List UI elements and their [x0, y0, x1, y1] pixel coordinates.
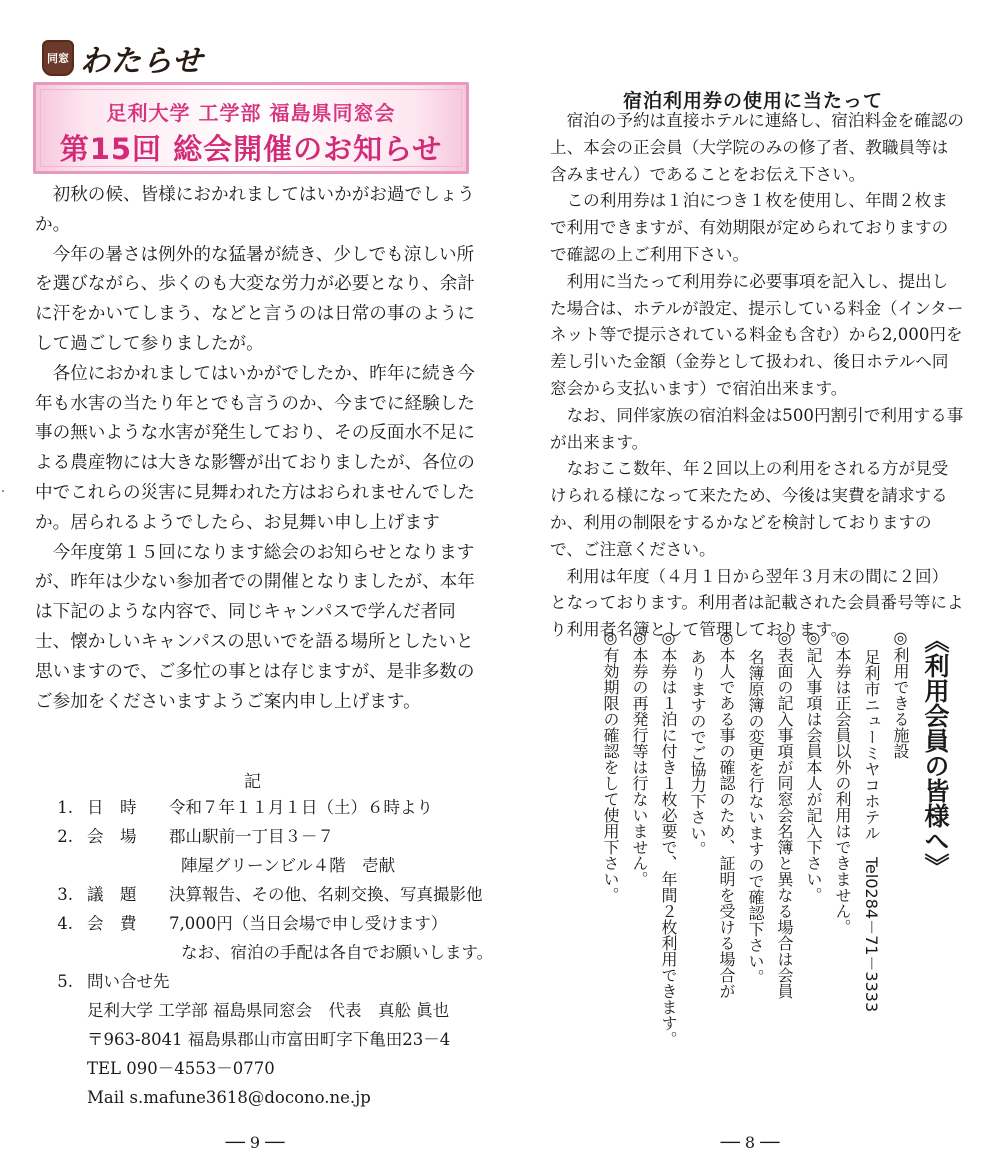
page-number-left: ── 9 ── — [225, 1133, 285, 1152]
detail-contact — [35, 967, 485, 996]
page-number-right: ── 8 ── — [720, 1133, 780, 1152]
notice-line: ありますのでご協力下さい。 — [688, 648, 707, 857]
paragraph: この利用券は１泊につき１枚を使用し、年間２枚まで利用できますが、有効期限が定められておりますので確認の上ご利用下さい。 — [550, 191, 949, 264]
notice-line: ◎利用できる施設 — [891, 628, 910, 759]
ki-heading: 記 — [244, 772, 261, 792]
banner-line1: 足利大学 工学部 福島県同窓会 — [106, 101, 396, 125]
item-value: 令和７年１１月１日（土）６時より — [169, 798, 433, 817]
paragraph: 各位におかれましてはいかがでしたか、昨年に続き今年も水害の当たり年とでも言うのか、今までに経験した事の無いような水害が発生しており、その反面水不足による農産物には大きな影響が出ておりましたが、各位の中でこれらの災害に見舞われた方はおられませんでしたか。居られるようでしたら、お見舞い申し上げます — [35, 363, 475, 533]
paragraph: 利用は年度（４月１日から翌年３月末の間に２回）となっております。利用者は記載された会員番号等により利用者名簿として管理しております。 — [550, 566, 964, 640]
notice-line: 足利市ニューミヤコホテル Tel0284－71－3333 — [862, 648, 881, 1012]
paragraph: 利用に当たって利用券に必要事項を記入し、提出した場合は、ホテルが設定、提示している料金（インターネット等で提示されている料金も含む）から2,000円を差し引いた金額（金券として扱われ、後日ホテルへ同窓会から支払います）で宿泊出来ます。 — [550, 271, 964, 398]
item-number: 3. — [57, 885, 73, 904]
item-number: 4. — [57, 914, 73, 933]
item-label: 会 費 — [87, 914, 137, 933]
paragraph: 今年の暑さは例外的な猛暑が続き、少しでも涼しい所を選びながら、歩くのも大変な労力が必要となり、余計に汗をかいてしまう、などと言うのは日常の事のようにして過ごして参りましたが。 — [35, 244, 475, 354]
item-value: 7,000円（当日会場で申し受けます） — [169, 914, 448, 933]
notice-line: ◎本人である事の確認のため、証明を受ける場合が — [717, 628, 736, 999]
item-label: 会 場 — [87, 827, 137, 846]
contact-tel: TEL 090－4553－0770 — [87, 1059, 275, 1078]
notice-line: ◎有効期限の確認をして使用下さい。 — [601, 628, 620, 903]
item-number: 1. — [57, 798, 73, 817]
paragraph: 初秋の候、皆様におかれましてはいかがお過でしょうか。 — [35, 185, 475, 235]
detail-venue — [35, 822, 485, 851]
logo — [42, 40, 204, 79]
venue-line2: 陣屋グリーンビル４階 壱献 — [181, 856, 396, 875]
left-body — [35, 181, 475, 717]
logo-badge: 同窓 — [42, 40, 74, 76]
notice-line: ◎記入事項は会員本人が記入下さい。 — [804, 628, 823, 903]
contact-line: 足利大学 工学部 福島県同窓会 代表 真舩 眞也 — [87, 1001, 450, 1020]
item-number: 5. — [57, 972, 73, 991]
item-label: 日 時 — [87, 798, 137, 817]
event-details — [35, 793, 494, 1112]
detail-date — [35, 793, 485, 822]
logo-text: わたらせ — [80, 44, 204, 79]
member-notice — [545, 628, 955, 1098]
contact-address: 〒963-8041 福島県郡山市富田町字下亀田23－4 — [87, 1030, 451, 1049]
paragraph: なお、同伴家族の宿泊料金は500円割引で利用する事が出来ます。 — [550, 405, 964, 452]
item-value: 決算報告、その他、名刺交換、写真撮影他 — [169, 885, 483, 904]
banner-line2: 第15回 総会開催のお知らせ — [59, 132, 443, 166]
paragraph: なおここ数年、年２回以上の利用をされる方が見受けられる様になって来たため、今後は実費を請求するか、利用の制限をするかなどを検討しておりますので、ご注意ください。 — [550, 459, 949, 559]
notice-line: 名簿原簿の変更を行ないますので確認下さい。 — [746, 648, 765, 985]
item-value: 郡山駅前一丁目３－７ — [169, 827, 334, 846]
right-body — [550, 108, 964, 644]
detail-agenda — [35, 880, 485, 909]
notice-line: ◎本券の再発行等は行ないません。 — [630, 628, 649, 887]
notice-line: ◎表面の記入事項が同窓会名簿と異なる場合は会員 — [775, 628, 794, 999]
right-title: 宿泊利用券の使用に当たって — [622, 90, 883, 112]
contact-mail: Mail s.mafune3618@docono.ne.jp — [87, 1088, 371, 1107]
notice-title: 《利用会員の皆様へ》 — [921, 628, 950, 878]
notice-line: ◎本券は１泊に付き１枚必要で、年間２枚利用できます。 — [659, 628, 678, 1047]
item-number: 2. — [57, 827, 73, 846]
fee-note: なお、宿泊の手配は各自でお願いします。 — [181, 943, 494, 962]
paragraph: 今年度第１５回になります総会のお知らせとなりますが、昨年は少ない参加者での開催となりましたが、本年は下記のような内容で、同じキャンパスで学んだ者同士、懐かしいキャンパスの思いでを語る場所としたいと思いますので、ご多忙の事とは存じますが、是非多数のご参加をくださいますようご案内申し上げます。 — [35, 542, 475, 712]
item-label: 問い合せ先 — [87, 972, 170, 991]
item-label: 議 題 — [87, 885, 137, 904]
detail-fee — [35, 909, 485, 938]
speck — [2, 490, 4, 492]
paragraph: 宿泊の予約は直接ホテルに連絡し、宿泊料金を確認の上、本会の正会員（大学院のみの修了者、教職員等は含みません）であることをお伝え下さい。 — [550, 111, 965, 184]
title-banner — [33, 82, 469, 174]
notice-line: ◎本券は正会員以外の利用はできません。 — [833, 628, 852, 935]
